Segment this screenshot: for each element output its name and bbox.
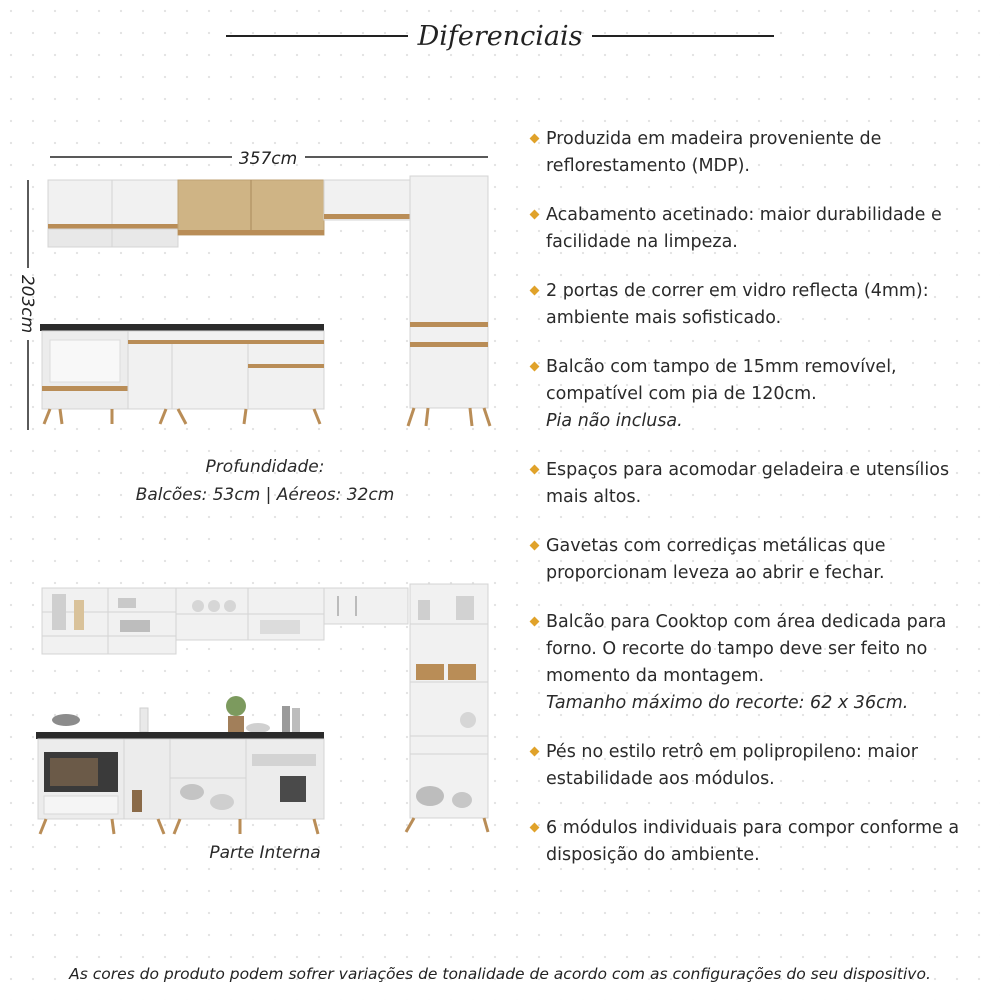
section-title: Diferenciais bbox=[417, 20, 583, 52]
diamond-bullet-icon bbox=[530, 134, 540, 144]
diamond-bullet-icon bbox=[530, 541, 540, 551]
kitchen-interior-illustration bbox=[0, 580, 510, 840]
diamond-bullet-icon bbox=[530, 210, 540, 220]
diamond-bullet-icon bbox=[530, 286, 540, 296]
feature-item: Pés no estilo retrô em polipropileno: maior estabilidade aos módulos. bbox=[528, 739, 990, 793]
feature-note: Tamanho máximo do recorte: 62 x 36cm. bbox=[546, 693, 909, 713]
feature-item: Acabamento acetinado: maior durabilidade e facilidade na limpeza. bbox=[528, 202, 990, 256]
title-rule-left bbox=[226, 35, 408, 37]
feature-item: Espaços para acomodar geladeira e utensílios mais altos. bbox=[528, 457, 990, 511]
depth-caption-title: Profundidade: bbox=[205, 457, 325, 477]
feature-item: Balcão para Cooktop com área dedicada para forno. O recorte do tampo deve ser feito no momento da montagem. Tamanho máximo do recorte: 62 x 36cm. bbox=[528, 609, 990, 717]
section-header bbox=[226, 14, 774, 58]
diamond-bullet-icon bbox=[530, 465, 540, 475]
depth-caption-values: Balcões: 53cm | Aéreos: 32cm bbox=[135, 485, 395, 505]
feature-item: 2 portas de correr em vidro reflecta (4mm): ambiente mais sofisticado. bbox=[528, 278, 990, 332]
diamond-bullet-icon bbox=[530, 617, 540, 627]
feature-item: Gavetas com corrediças metálicas que proporcionam leveza ao abrir e fechar. bbox=[528, 533, 990, 587]
feature-item: 6 módulos individuais para compor conforme a disposição do ambiente. bbox=[528, 815, 990, 869]
feature-note: Pia não inclusa. bbox=[546, 411, 683, 431]
diamond-bullet-icon bbox=[530, 823, 540, 833]
kitchen-closed-illustration bbox=[0, 140, 510, 440]
diamond-bullet-icon bbox=[530, 362, 540, 372]
title-rule-right bbox=[592, 35, 774, 37]
interior-caption: Parte Interna bbox=[209, 843, 321, 863]
feature-item: Produzida em madeira proveniente de reflorestamento (MDP). bbox=[528, 126, 990, 180]
height-dimension-label: 203cm bbox=[17, 274, 37, 334]
feature-item: Balcão com tampo de 15mm removível, compatível com pia de 120cm. Pia não inclusa. bbox=[528, 354, 990, 435]
color-disclaimer: As cores do produto podem sofrer variações de tonalidade de acordo com as configurações do seu dispositivo. bbox=[69, 965, 931, 983]
features-list bbox=[528, 126, 990, 891]
diamond-bullet-icon bbox=[530, 747, 540, 757]
width-dimension-label: 357cm bbox=[238, 149, 298, 169]
depth-caption bbox=[110, 453, 420, 509]
